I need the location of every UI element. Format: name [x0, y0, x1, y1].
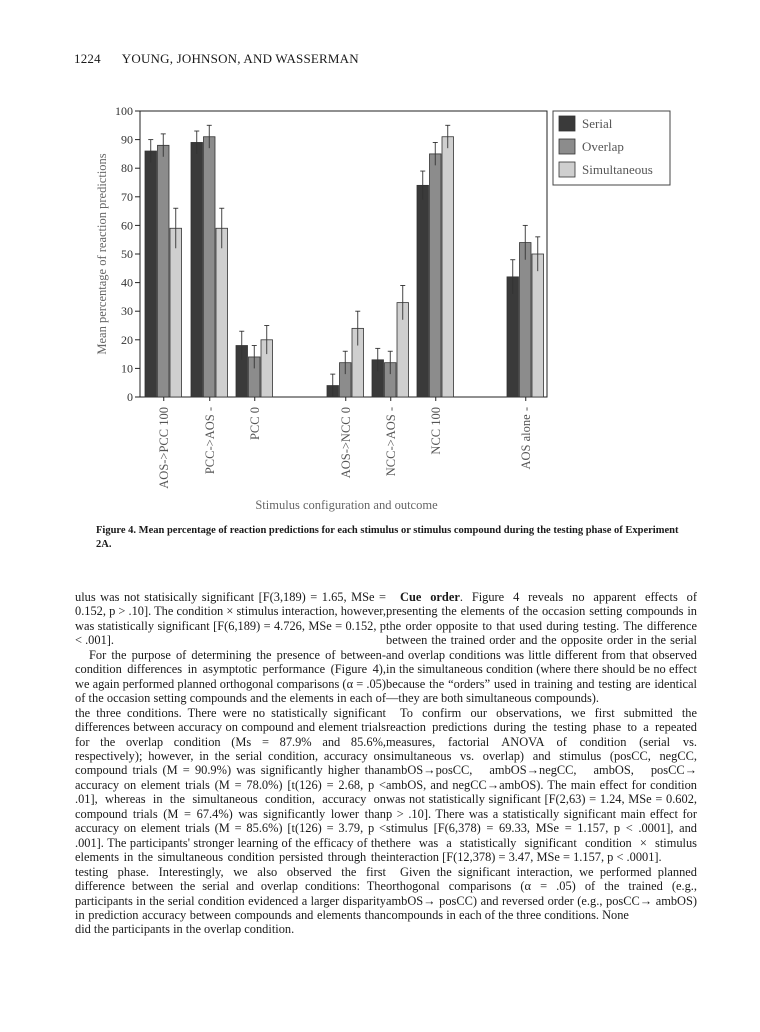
x-tick-label: NCC->AOS -: [383, 407, 398, 477]
paragraph: [386, 590, 697, 706]
y-tick-label: 70: [121, 189, 133, 204]
x-tick-label: NCC 100: [428, 407, 443, 455]
x-tick-label: PCC 0: [247, 407, 262, 441]
bar: [191, 142, 203, 397]
section-heading: Cue order: [400, 590, 460, 604]
bar: [520, 243, 532, 397]
y-tick-label: 30: [121, 304, 133, 319]
y-axis-label: Mean percentage of reaction predictions: [95, 153, 109, 355]
legend-label: Simultaneous: [582, 162, 653, 177]
y-tick-label: 100: [115, 104, 133, 118]
y-tick-label: 20: [121, 332, 133, 347]
x-tick-label: AOS->NCC 0: [338, 407, 353, 479]
legend-swatch: [559, 162, 575, 177]
bar: [532, 254, 544, 397]
y-tick-label: 60: [121, 218, 133, 233]
y-tick-label: 40: [121, 275, 133, 290]
bar: [204, 137, 216, 397]
bar: [417, 185, 429, 397]
paragraph-text: . Figure 4 reveals no apparent effects of presenting the elements of the occasion setting compounds in the order opposite to that used during testing. The difference between the trained order and the opposite order in the serial and overlap conditions was little different from that observed in the simultaneous condition (where there should be no effect because the “orders” used in training and testing are identical—they are both simultaneous compounds).: [386, 590, 697, 706]
left-column: [75, 590, 386, 937]
y-tick-label: 90: [121, 132, 133, 147]
bar: [216, 228, 228, 397]
x-axis-label: Stimulus configuration and outcome: [255, 498, 438, 512]
y-tick-label: 10: [121, 361, 133, 376]
bar: [145, 151, 157, 397]
bar: [442, 137, 454, 397]
page-number: 1224: [74, 51, 101, 66]
y-tick-label: 0: [127, 390, 133, 404]
figure-caption: Figure 4. Mean percentage of reaction predictions for each stimulus or stimulus compound during the testing phase of Experiment 2A.: [96, 525, 679, 550]
legend-swatch: [559, 139, 575, 154]
bar: [507, 277, 519, 397]
paragraph: For the purpose of determining the presence of between-condition differences in asymptotic performance (Figure 4), we again performed planned orthogonal comparisons (α = .05) of the occasion setting compounds and the elements in each of the three conditions. There were no statistically significant differences between accuracy on compound and element trials for the overlap condition (Ms = 87.9% and 85.6%, respectively); however, in the serial condition, accuracy on compound trials (M = 90.9%) was significantly higher than accuracy on element trials (M = 78.0%) [t(126) = 2.68, p < .01], whereas in the simultaneous condition, accuracy on compound trials (M = 67.4%) was significantly lower than accuracy on element trials (M = 85.6%) [t(126) = 3.79, p < .001]. The participants' stronger learning of the efficacy of the elements in the simultaneous condition persisted through the testing phase. Interestingly, we also observed the first difference between the serial and overlap conditions: The participants in the serial condition evidenced a larger disparity in prediction accuracy between compounds and elements than did the participants in the overlap condition.: [75, 647, 386, 937]
y-tick-label: 80: [121, 161, 133, 176]
legend-label: Serial: [582, 116, 613, 131]
author-names: YOUNG, JOHNSON, AND WASSERMAN: [121, 51, 359, 66]
legend-swatch: [559, 116, 575, 131]
paragraph: To confirm our observations, we first submitted the reaction predictions during the testing phase to a repeated measures, factorial ANOVA of condition (serial vs. simultaneous vs. overlap) and stimulus (posCC, negCC, ambOS→posCC, ambOS→negCC, ambOS, posCC→ ambOS, and negCC→ambOS). The main effect for condition was not statistically significant [F(2,63) = 1.24, MSe = 0.602, p > .10]. There was a statistically significant main effect for stimulus [F(6,378) = 69.33, MSe = 1.157, p < .0001], and there was a statistically significant condition × stimulus interaction [F(12,378) = 3.47, MSe = 1.157, p < .0001].: [386, 705, 697, 865]
y-tick-label: 50: [121, 247, 133, 261]
bar: [170, 228, 182, 397]
right-column: [386, 590, 697, 922]
bar: [158, 145, 170, 397]
paragraph: ulus was not statisically significant [F(3,189) = 1.65, MSe = 0.152, p > .10]. The condition × stimulus interaction, however, was statistically significant [F(6,189) = 4.726, MSe = 0.152, p < .001].: [75, 590, 386, 648]
x-tick-label: AOS->PCC 100: [156, 407, 171, 489]
legend-label: Overlap: [582, 139, 624, 154]
bar: [430, 154, 442, 397]
x-tick-label: AOS alone -: [518, 407, 533, 470]
x-tick-label: PCC->AOS -: [202, 407, 217, 475]
paragraph: Given the significant interaction, we performed planned orthogonal comparisons (α = .05) of the trained (e.g., ambOS→ posCC) and reversed order (e.g., posCC→ ambOS) compounds in each of the three conditions. None: [386, 864, 697, 922]
